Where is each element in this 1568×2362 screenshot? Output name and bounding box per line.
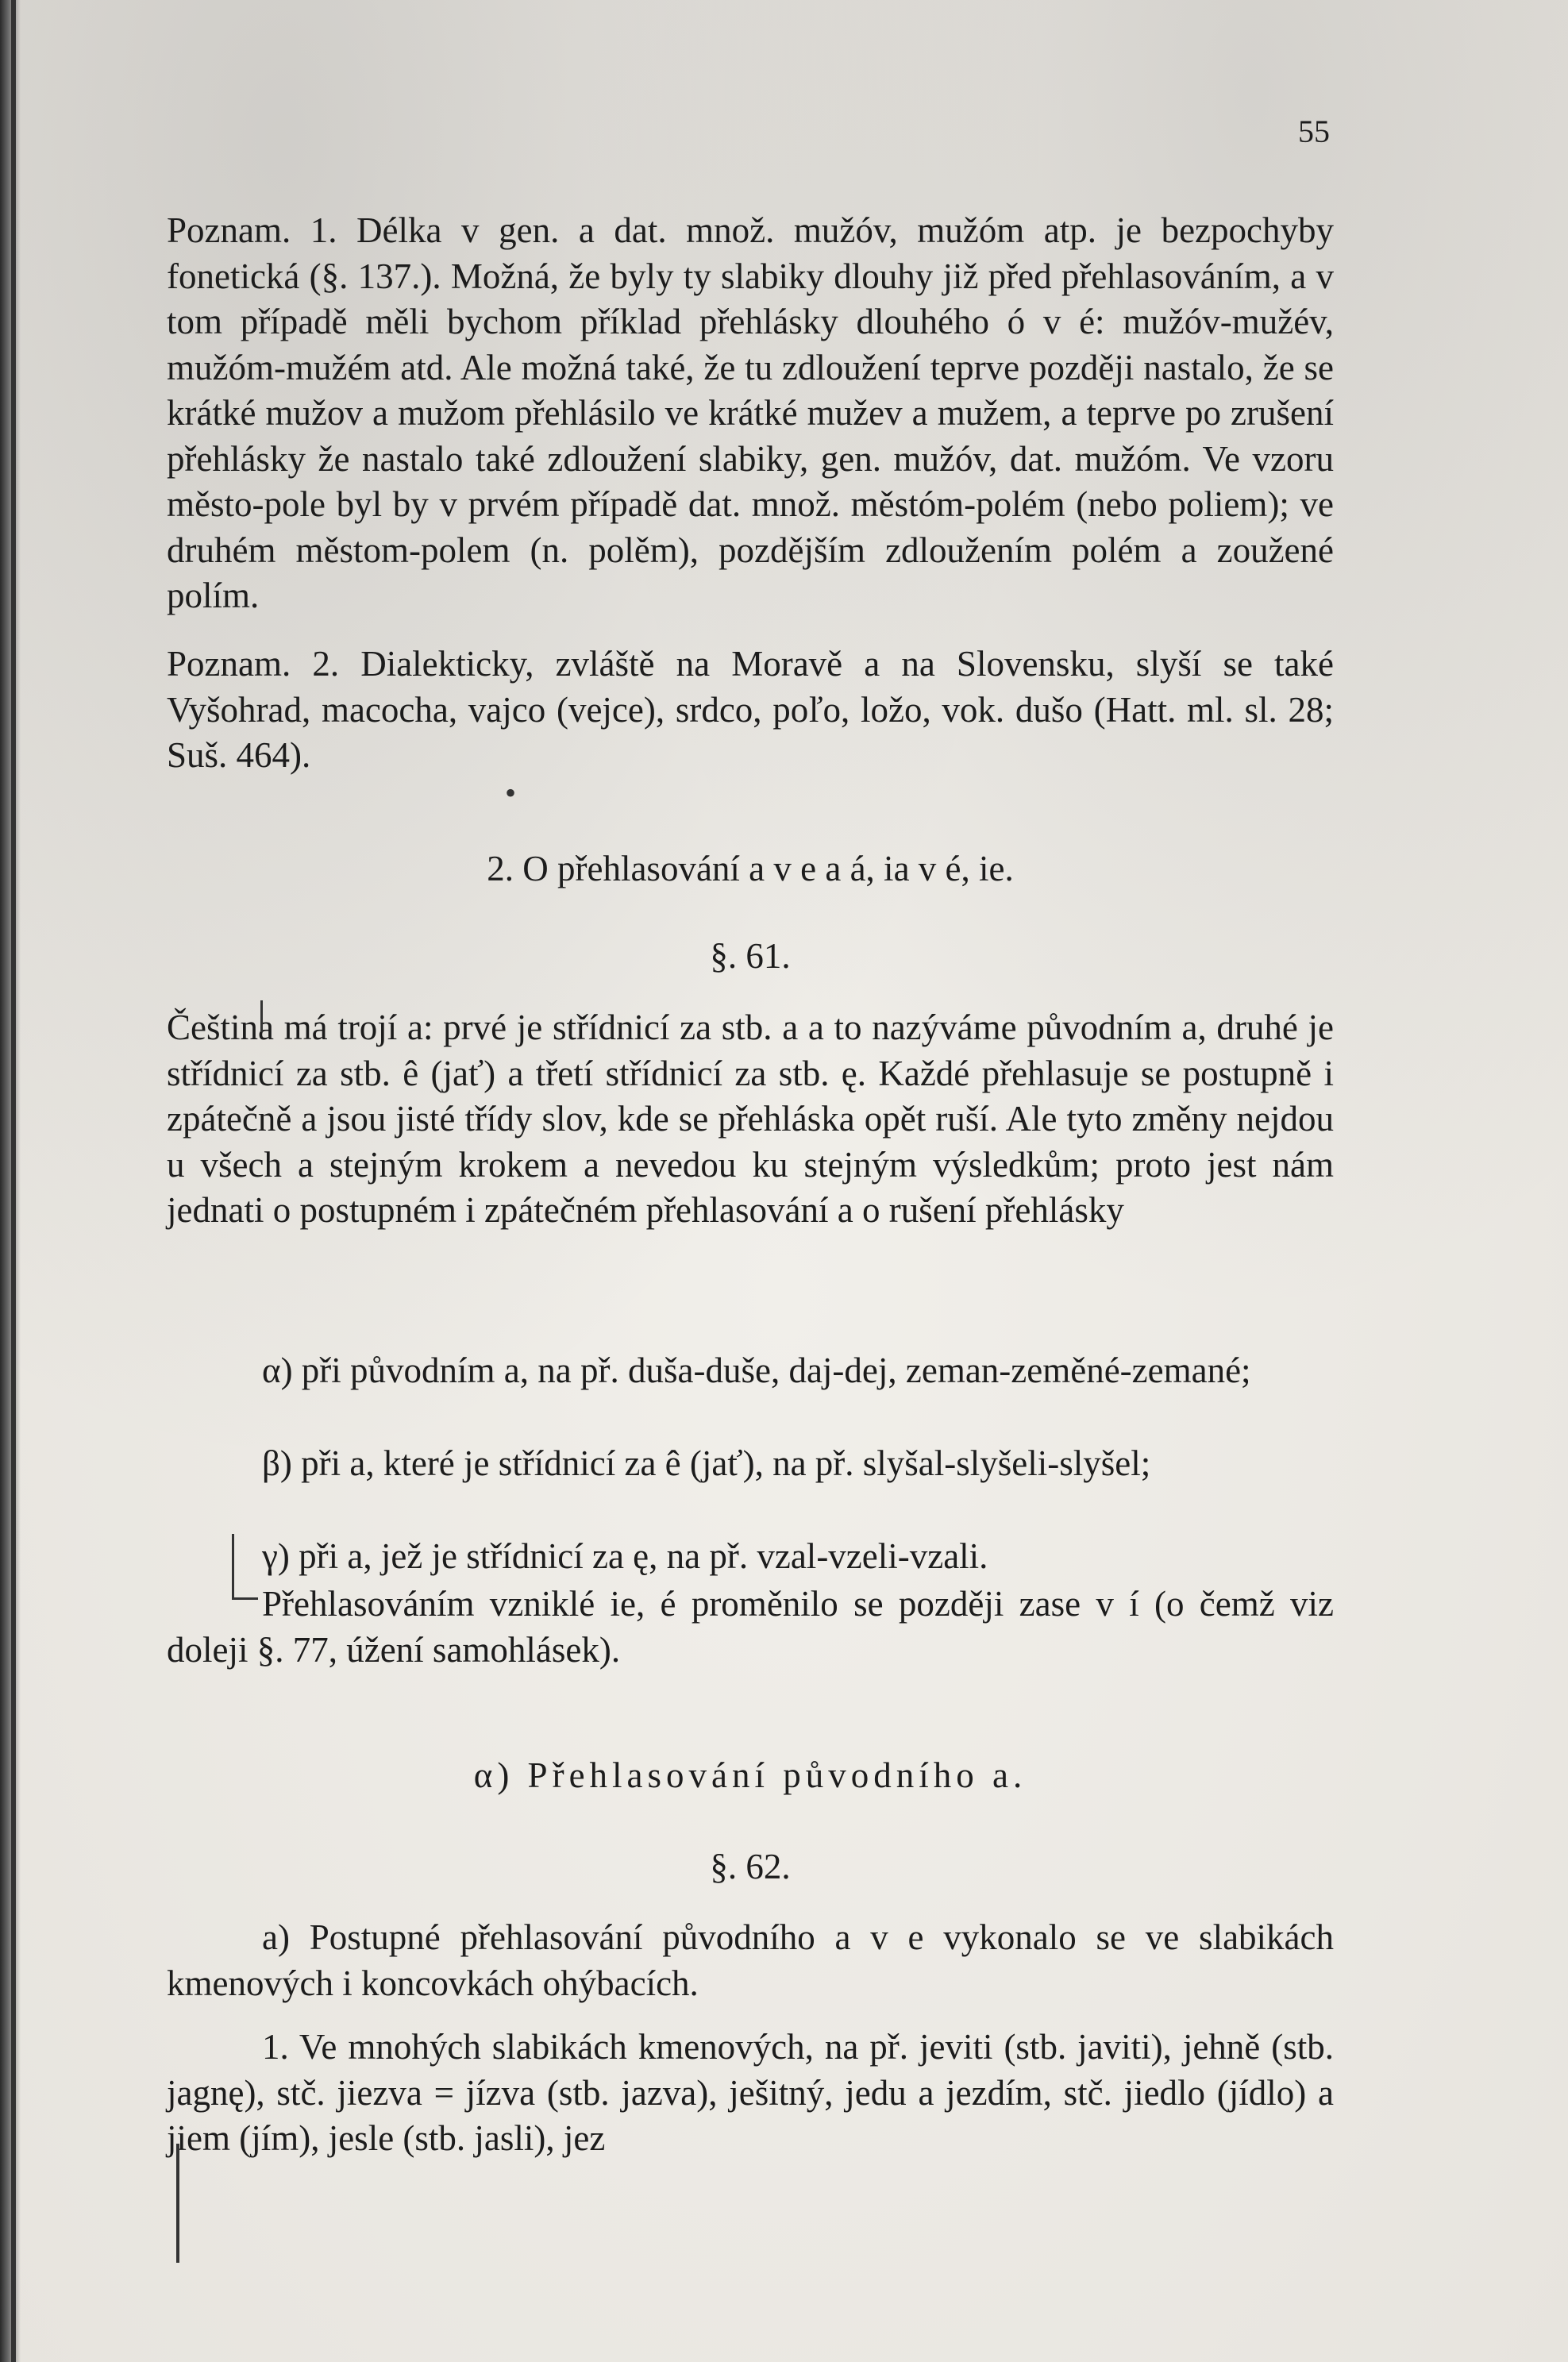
pencil-bracket xyxy=(260,1000,266,1032)
section-61-label: §. 61. xyxy=(710,936,791,976)
note-2-text: Poznam. 2. Dialekticky, zvláště na Moravě a na Slovensku, slyší se také Vyšohrad, macocha, vajco (vejce), srdco, poľo, ložo, vok. dušo (Hatt. ml. sl. 28; Suš. 464). xyxy=(167,644,1334,775)
pencil-bracket xyxy=(232,1534,258,1600)
note-2 xyxy=(167,642,1334,779)
item-alpha-text: α) při původním a, na př. duša-duše, daj-dej, zeman-zeměné-zemané; xyxy=(262,1351,1251,1390)
item-alpha xyxy=(167,1348,1334,1394)
item-gamma-text: γ) při a, jež je střídnicí za ę, na př. vzal-vzeli-vzali. xyxy=(262,1536,988,1576)
paragraph-62-1 xyxy=(167,2025,1334,2162)
binding-edge xyxy=(11,0,16,2362)
paragraph-after-text: Přehlasováním vzniklé ie, é proměnilo se později zase v í (o čemž viz doleji §. 77, úžení samohlásek). xyxy=(167,1584,1334,1670)
item-beta-text: β) při a, které je střídnicí za ê (jať), na př. slyšal-slyšeli-slyšel; xyxy=(262,1443,1151,1483)
paragraph-after xyxy=(167,1582,1334,1673)
note-1-text: Poznam. 1. Délka v gen. a dat. množ. mužóv, mužóm atp. je bezpochyby fonetická (§. 137.). Možná, že byly ty slabiky dlouhy již před přehlasováním, a v tom případě měli bychom příklad přehlásky dlouhého ó v é: mužóv-mužév, mužóm-mužém atd. Ale možná také, že tu zdloužení teprve později nastalo, že se krátké mužov a mužom přehlásilo ve krátké mužev a mužem, a teprve po zrušení přehlásky že nastalo také zdloužení slabiky, gen. mužóv, dat. mužóm. Ve vzoru město-pole byl by v prvém případě dat. množ. městóm-polém (nebo poliem); ve druhém městom-polem (n. polěm), pozdějším zdloužením polém a zoužené polím. xyxy=(167,210,1334,615)
pencil-stroke xyxy=(176,2144,183,2263)
section-heading: 2. O přehlasování a v e a á, ia v é, ie. xyxy=(487,849,1014,888)
binding-shadow xyxy=(0,0,21,2362)
ink-dot: • xyxy=(505,775,517,811)
item-gamma xyxy=(167,1534,1334,1580)
paragraph-61-text: Čeština má trojí a: prvé je střídnicí za stb. a a to nazýváme původním a, druhé je střídnicí za stb. ê (jať) a třetí střídnicí za stb. ę. Každé přehlasuje se postupně i zpátečně a jsou jisté třídy slov, kde se přehláska opět ruší. Ale tyto změny nejdou u všech a stejným krokem a nevedou ku stejným výsledkům; proto jest nám jednati o postupném i zpátečném přehlasování a o rušení přehlásky xyxy=(167,1008,1334,1230)
section-62-label: §. 62. xyxy=(710,1847,791,1886)
note-1 xyxy=(167,208,1334,619)
page-number: 55 xyxy=(1298,114,1330,149)
paragraph-62a xyxy=(167,1915,1334,2006)
subsection-heading: α) Přehlasování původního a. xyxy=(473,1755,1027,1795)
paragraph-62a-text: a) Postupné přehlasování původního a v e vykonalo se ve slabikách kmenových i koncovkách ohýbacích. xyxy=(167,1917,1334,2003)
item-beta xyxy=(167,1441,1334,1487)
paragraph-62-1-text: 1. Ve mnohých slabikách kmenových, na př. jeviti (stb. javiti), jehně (stb. jagnę), stč. jiezva = jízva (stb. jazva), ješitný, jedu a jezdím, stč. jiedlo (jídlo) a jiem (jím), jesle (stb. jasli), jez xyxy=(167,2027,1334,2158)
paragraph-61 xyxy=(167,1005,1334,1234)
